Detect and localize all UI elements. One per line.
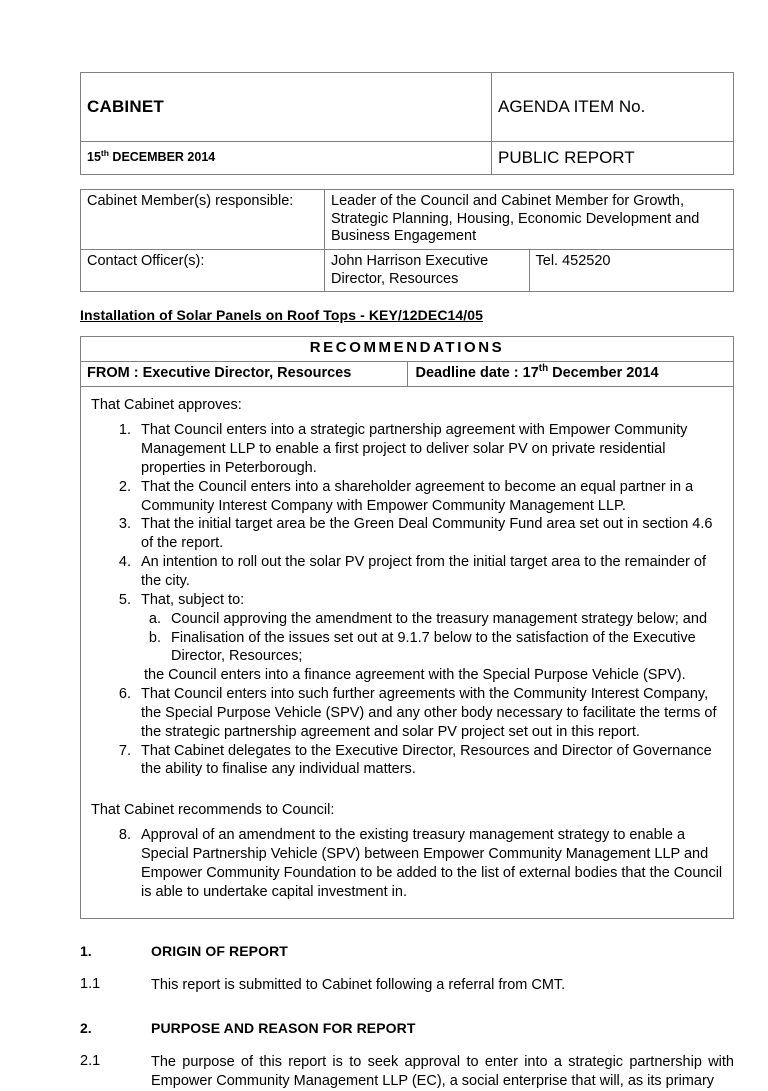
list-item xyxy=(135,515,723,553)
recommendations-body xyxy=(81,387,734,919)
list-item xyxy=(135,685,723,742)
date-day: 15 xyxy=(87,150,101,165)
responsibility-table xyxy=(80,189,734,292)
header-table xyxy=(80,72,734,175)
section-number: 2. xyxy=(80,1019,92,1036)
table-row xyxy=(81,190,734,250)
cabinet-member-value: Leader of the Council and Cabinet Member for Growth, Strategic Planning, Housing, Economic Development and Business Engagement xyxy=(325,190,734,250)
recommendation-text: That Council enters into such further agreements with the Community Interest Company, the Special Purpose Vehicle (SPV) and any other body necessary to facilitate the terms of the strategic partnership agreement and solar PV project set out in this report. xyxy=(141,686,717,740)
recommendations-deadline xyxy=(407,361,734,387)
list-item xyxy=(135,478,723,516)
recommendation-text: That the initial target area be the Green Deal Community Fund area set out in section 4.6 of the report. xyxy=(141,516,713,552)
paragraph-text: The purpose of this report is to seek approval to enter into a strategic partnership with Empower Community Management LLP (EC), a social enterprise that will, as its primary xyxy=(151,1053,734,1089)
recommendation-text: That Council enters into a strategic partnership agreement with Empower Community Management LLP to enable a first project to deliver solar PV on private residential properties in Peterborough. xyxy=(141,422,688,476)
table-row xyxy=(81,73,734,142)
list-item xyxy=(135,742,723,780)
paragraph-2-1 xyxy=(80,1053,734,1091)
report-date-cell xyxy=(81,142,492,175)
list-item xyxy=(135,553,723,591)
list-item xyxy=(135,826,723,901)
report-type-cell: PUBLIC REPORT xyxy=(492,142,734,175)
recommendation-subtext: Council approving the amendment to the treasury management strategy below; and xyxy=(171,610,708,627)
agenda-item-cell: AGENDA ITEM No. xyxy=(492,73,734,142)
list-item xyxy=(135,591,723,685)
contact-officer-label: Contact Officer(s): xyxy=(81,250,325,292)
recommendation-text: Approval of an amendment to the existing treasury management strategy to enable a Special Partnership Vehicle (SPV) between Empower Community Management LLP and Empower Community Foundation to be added to the list of external bodies that the Council is able to undertake capital investment in. xyxy=(141,827,723,900)
paragraph-number: 2.1 xyxy=(80,1052,101,1069)
recommendations-section xyxy=(80,336,734,919)
recommendations-council-list xyxy=(91,826,723,901)
recommendation-subtext: Finalisation of the issues set out at 9.1.7 below to the satisfaction of the Executive Director, Resources; xyxy=(171,629,696,665)
recommendation-text: That the Council enters into a shareholder agreement to become an equal partner in a Community Interest Company with Empower Community Management LLP. xyxy=(141,478,694,514)
table-row xyxy=(81,250,734,292)
page-title: Installation of Solar Panels on Roof Tops - KEY/12DEC14/05 xyxy=(80,307,484,324)
table-row xyxy=(81,361,734,387)
table-row xyxy=(81,337,734,361)
recommendation-trailing-text: the Council enters into a finance agreement with the Special Purpose Vehicle (SPV). xyxy=(144,667,686,684)
recommendation-text: An intention to roll out the solar PV project from the initial target area to the remainder of the city. xyxy=(141,554,706,590)
paragraph-1-1 xyxy=(80,976,734,995)
table-row xyxy=(81,387,734,919)
deadline-ordinal-suffix: th xyxy=(538,362,549,374)
contact-officer-name: John Harrison Executive Director, Resources xyxy=(325,250,530,292)
list-item xyxy=(135,421,723,478)
committee-name-cell: CABINET xyxy=(81,73,492,142)
cabinet-member-label: Cabinet Member(s) responsible: xyxy=(81,190,325,250)
paragraph-text: This report is submitted to Cabinet following a referral from CMT. xyxy=(151,977,566,994)
deadline-rest: December 2014 xyxy=(548,364,659,381)
recommendations-lead-in: That Cabinet approves: xyxy=(91,397,242,414)
contact-officer-telephone: Tel. 452520 xyxy=(529,250,734,292)
recommendations-second-lead-in: That Cabinet recommends to Council: xyxy=(91,802,335,819)
date-rest: DECEMBER 2014 xyxy=(108,150,216,165)
recommendations-from: FROM : Executive Director, Resources xyxy=(81,361,408,387)
recommendation-text: That, subject to: xyxy=(141,591,245,608)
recommendations-heading: RECOMMENDATIONS xyxy=(81,337,734,361)
section-heading-origin-of-report xyxy=(80,943,734,959)
section-title: ORIGIN OF REPORT xyxy=(151,943,288,960)
paragraph-number: 1.1 xyxy=(80,976,101,993)
section-heading-purpose-and-reason-for-report xyxy=(80,1020,734,1036)
list-item xyxy=(165,610,723,629)
deadline-prefix: Deadline date : 17 xyxy=(415,364,539,381)
recommendations-list xyxy=(91,421,723,779)
section-title: PURPOSE AND REASON FOR REPORT xyxy=(151,1019,416,1036)
recommendation-sublist xyxy=(141,610,723,667)
date-ordinal-suffix: th xyxy=(100,148,109,159)
recommendation-text: That Cabinet delegates to the Executive Director, Resources and Director of Governance the ability to finalise any individual matters. xyxy=(141,742,712,778)
list-item xyxy=(165,629,723,667)
section-number: 1. xyxy=(80,943,92,960)
table-row xyxy=(81,142,734,175)
recommendations-table xyxy=(80,336,734,919)
